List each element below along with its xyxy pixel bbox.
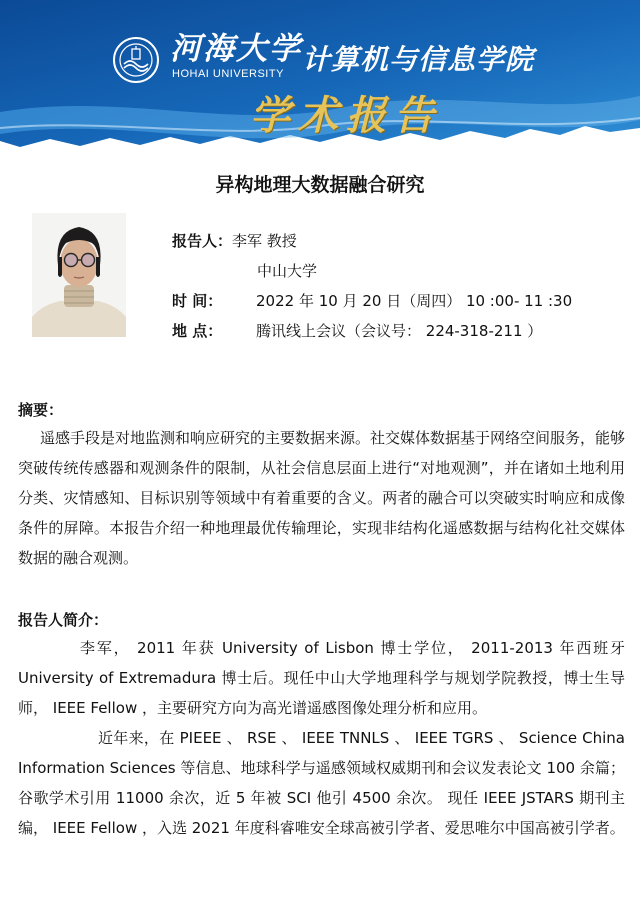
speaker-label: 报告人： (172, 232, 233, 250)
university-english-name: HOHAI UNIVERSITY (172, 68, 284, 80)
college-name: 计算机与信息学院 (302, 43, 535, 76)
time-label: 时 间： (172, 292, 223, 310)
place-row (172, 321, 542, 341)
affiliation-row (257, 261, 317, 281)
bio-heading: 报告人简介： (18, 611, 109, 629)
speaker-row (172, 231, 297, 251)
speaker-photo (32, 213, 126, 337)
header-banner (0, 0, 640, 150)
bio-paragraph-1: 李军， 2011 年获 University of Lisbon 博士学位， 2011-2013 年西班牙 University of Extremadura 博士后。现任中山大学地理科学与规划学院教授，博士生导师， IEEE Fellow ，主要研究方向为高光谱遥感图像处理分析和应用。 (18, 639, 625, 717)
affiliation-value: 中山大学 (257, 262, 318, 280)
abstract-heading: 摘要： (18, 401, 64, 419)
university-seal-icon (112, 36, 160, 84)
report-title: 学术报告 (250, 92, 442, 139)
bio-paragraph-2: 近年来，在 PIEEE 、 RSE 、 IEEE TNNLS 、 IEEE TGRS 、 Science China Information Sciences 等信息、地球科学与遥感领域权威期刊和会议发表论文 100 余篇；谷歌学术引用 11000 余次，近 5 年被 SCI 他引 4500 余次。 现任 IEEE JSTARS 期刊主编， IEEE Fellow ，入选 2021 年度科睿唯安全球高被引学者、爱思唯尔中国高被引学者。 (18, 729, 625, 837)
place-label: 地 点： (172, 322, 223, 340)
time-value: 2022 年 10 月 20 日（周四） 10 :00- 11 :30 (256, 292, 573, 310)
place-value: 腾讯线上会议（会议号： 224-318-211 ） (256, 322, 543, 340)
talk-title: 异构地理大数据融合研究 (215, 174, 425, 196)
speaker-value: 李军 教授 (232, 232, 297, 250)
time-row (172, 291, 572, 311)
abstract-text: 遥感手段是对地监测和响应研究的主要数据来源。社交媒体数据基于网络空间服务，能够突破传统传感器和观测条件的限制，从社会信息层面上进行“对地观测”，并在诸如土地利用分类、灾情感知、目标识别等领域中有着重要的含义。两者的融合可以突破实时响应和成像条件的屏障。本报告介绍一种地理最优传输理论，实现非结构化遥感数据与结构化社交媒体数据的融合观测。 (18, 429, 626, 567)
university-name: 河海大学 (170, 31, 302, 67)
